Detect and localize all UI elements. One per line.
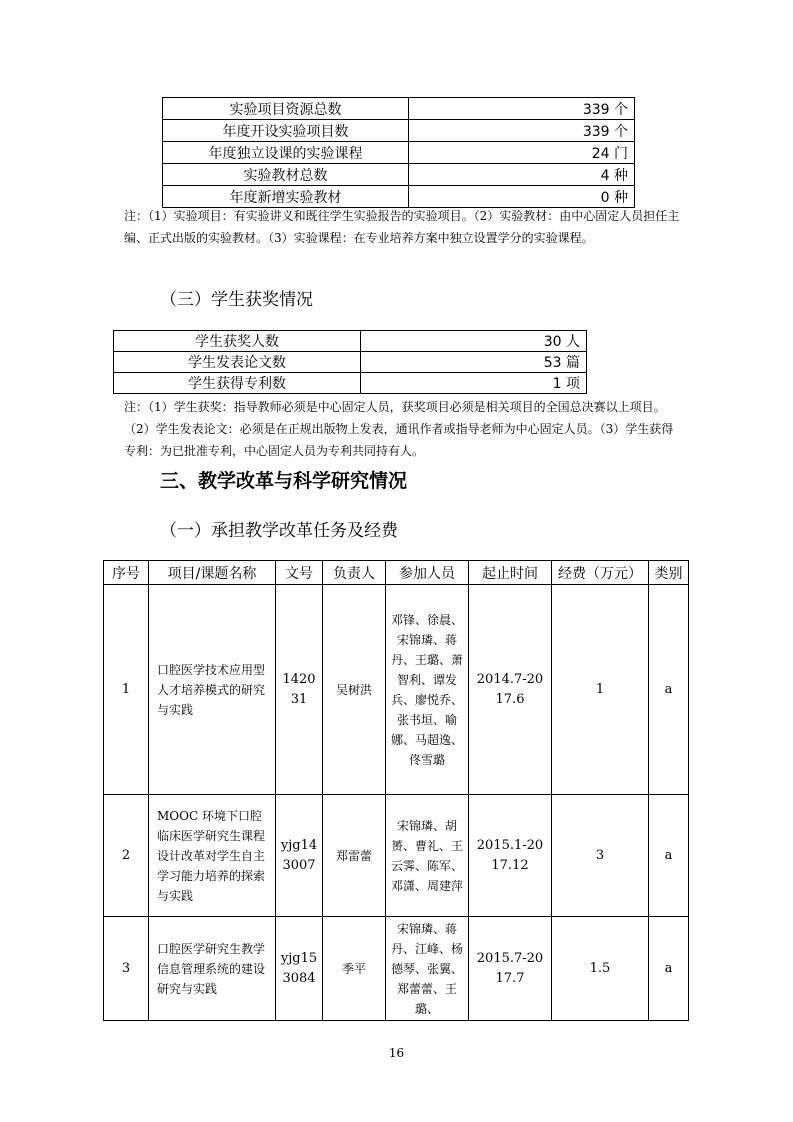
cell-members: 邓锋、徐晨、宋锦璘、蒋丹、王璐、萧智利、谭发兵、廖悦乔、张书垣、喻娜、马超逸、佟雪璐 [386, 585, 469, 795]
row-value: 339 个 [409, 120, 635, 142]
row-value: 30 人 [361, 331, 587, 352]
col-header-name: 项目/课题名称 [149, 561, 276, 585]
cell-name: MOOC 环境下口腔临床医学研究生课程设计改革对学生自主学习能力培养的探索与实践 [149, 795, 276, 917]
row-label: 实验教材总数 [163, 164, 409, 186]
row-label: 年度开设实验项目数 [163, 120, 409, 142]
cell-lead: 季平 [323, 917, 386, 1021]
cell-period: 2015.1-2017.12 [469, 795, 552, 917]
cell-period: 2014.7-2017.6 [469, 585, 552, 795]
table-row [114, 331, 587, 352]
col-header-lead: 负责人 [323, 561, 386, 585]
cell-funds: 3 [552, 795, 649, 917]
col-header-category: 类别 [649, 561, 689, 585]
col-header-doc: 文号 [276, 561, 323, 585]
cell-funds: 1 [552, 585, 649, 795]
col-header-no: 序号 [104, 561, 149, 585]
teaching-reform-table [103, 560, 689, 1021]
student-awards-note: 注：（1）学生获奖：指导教师必须是中心固定人员，获奖项目必须是相关项目的全国总决赛以上项目。（2）学生发表论文：必须是在正规出版物上发表，通讯作者或指导老师为中心固定人员。（3）学生获得专利：为已批准专利，中心固定人员为专利共同持有人。 [124, 400, 674, 458]
student-awards-table [113, 330, 587, 394]
cell-no: 3 [104, 917, 149, 1021]
table-row [114, 352, 587, 373]
cell-category: a [649, 917, 689, 1021]
cell-category: a [649, 795, 689, 917]
row-value: 1 项 [361, 373, 587, 394]
cell-name: 口腔医学技术应用型人才培养模式的研究与实践 [149, 585, 276, 795]
col-header-funds: 经费（万元） [552, 561, 649, 585]
cell-no: 2 [104, 795, 149, 917]
row-value: 339 个 [409, 98, 635, 120]
row-label: 年度新增实验教材 [163, 186, 409, 208]
table-row [163, 164, 635, 186]
row-label: 学生获得专利数 [114, 373, 361, 394]
table-row [114, 373, 587, 394]
row-label: 学生获奖人数 [114, 331, 361, 352]
table-row [104, 585, 689, 795]
section-3-heading: 三、教学改革与科学研究情况 [160, 470, 408, 492]
cell-name: 口腔医学研究生教学信息管理系统的建设研究与实践 [149, 917, 276, 1021]
cell-category: a [649, 585, 689, 795]
cell-doc: yjg153084 [276, 917, 323, 1021]
row-value: 0 种 [409, 186, 635, 208]
col-header-members: 参加人员 [386, 561, 469, 585]
cell-doc: yjg143007 [276, 795, 323, 917]
row-label: 实验项目资源总数 [163, 98, 409, 120]
row-label: 年度独立设课的实验课程 [163, 142, 409, 164]
table-header-row [104, 561, 689, 585]
cell-no: 1 [104, 585, 149, 795]
row-value: 24 门 [409, 142, 635, 164]
teaching-reform-heading: （一）承担教学改革任务及经费 [160, 521, 398, 541]
cell-period: 2015.7-2017.7 [469, 917, 552, 1021]
table-row [163, 120, 635, 142]
cell-members: 宋锦璘、蒋丹、江峰、杨德琴、张翼、郑蕾蕾、王璐、 [386, 917, 469, 1021]
row-value: 4 种 [409, 164, 635, 186]
table-row [163, 98, 635, 120]
cell-doc: 142031 [276, 585, 323, 795]
row-value: 53 篇 [361, 352, 587, 373]
cell-members: 宋锦璘、胡赟、曹礼、王云霁、陈军、邓潇、周建萍 [386, 795, 469, 917]
lab-resources-table [162, 97, 635, 208]
lab-resources-note: 注：（1）实验项目：有实验讲义和既往学生实验报告的实验项目。（2）实验教材：由中心固定人员担任主编、正式出版的实验教材。（3）实验课程：在专业培养方案中独立设置学分的实验课程。 [124, 209, 680, 245]
cell-lead: 郑雷蕾 [323, 795, 386, 917]
cell-funds: 1.5 [552, 917, 649, 1021]
table-row [104, 917, 689, 1021]
row-label: 学生发表论文数 [114, 352, 361, 373]
cell-lead: 吴树洪 [323, 585, 386, 795]
table-row [163, 142, 635, 164]
table-row [104, 795, 689, 917]
col-header-period: 起止时间 [469, 561, 552, 585]
page-number: 16 [388, 1046, 405, 1060]
student-awards-heading: （三）学生获奖情况 [160, 290, 313, 310]
